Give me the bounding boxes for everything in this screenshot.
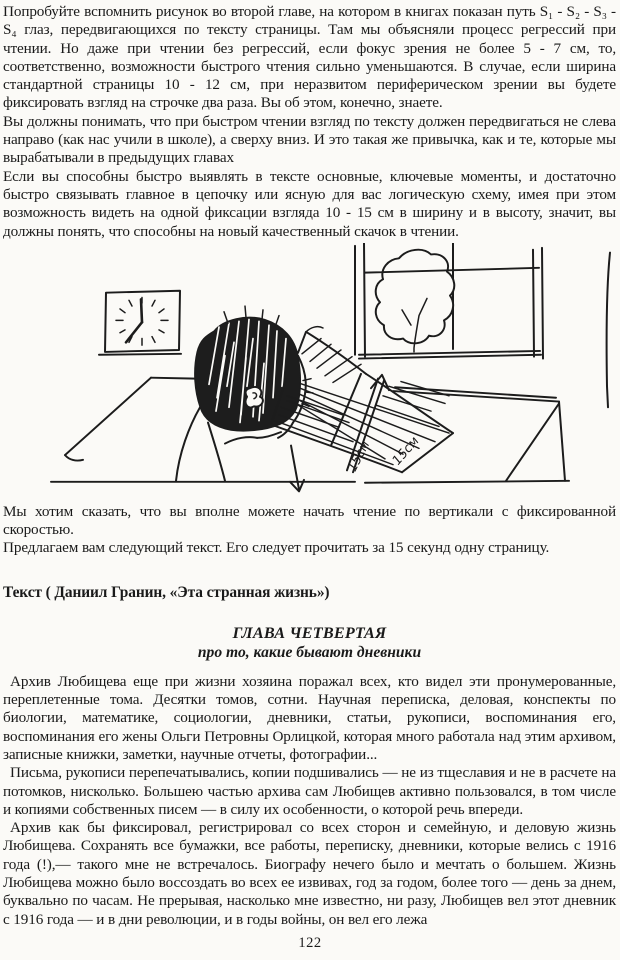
closing-paragraph-2: Предлагаем вам следующий текст. Его следует прочитать за 15 секунд одну страницу. — [3, 539, 550, 557]
ear-icon — [246, 387, 263, 407]
closing-paragraph-1: Мы хотим сказать, что вы вполне можете начать чтение по вертикали с фиксированной скоростью. — [3, 502, 616, 539]
closing-section — [3, 503, 616, 558]
intro-paragraph-2: Вы должны понимать, что при быстром чтении взгляд по тексту должен передвигаться не слева направо (как нас учили в школе), а сверху вниз. И это такая же привычка, как и те, которые мы вырабатывали в предыдущих главах — [3, 112, 616, 167]
source-heading: Текст ( Даниил Гранин, «Эта странная жизнь») — [3, 583, 330, 601]
page-number: 122 — [298, 935, 322, 951]
chapter-subtitle: про то, какие бывают дневники — [197, 643, 422, 661]
intro-section — [3, 3, 616, 241]
chapter-title: ГЛАВА ЧЕТВЕРТАЯ — [232, 623, 387, 642]
chapter-section — [3, 673, 616, 929]
intro-paragraph-3: Если вы способны быстро выявлять в тексте основные, ключевые моменты, и достаточно быстро связывать главное в цепочку или ясную для вас логическую схему, имея при этом возможность видеть на одной фиксации взгляда 10 - 15 см в ширину и в высоту, значит, вы должны понять, что способны на новый качественный скачок в чтении. — [3, 167, 616, 240]
intro-paragraph-1: Попробуйте вспомнить рисунок во второй главе, на котором в книгах показан путь S₁ - S₂ - S₃ - S₄ глаз, передвигающихся по тексту страницы. Там мы объясняли процесс регрессий при чтении. Но даже при чтении без регрессий, если фокус зрения не более 5 - 7 см, то, соответственно, возможности быстрого чтения сильно уменьшаются. В случае, если ширина стандартной страницы 10 - 12 см, при неразвитом периферическом зрении вы будете фиксировать взгляд на строчке два раза. Вы об этом, конечно, знаете. — [3, 3, 616, 112]
reading-sketch-figure — [3, 243, 616, 499]
desk-drawing — [51, 378, 569, 483]
tree-icon — [376, 250, 455, 352]
measure-label-height: 15см — [343, 438, 373, 474]
chapter-paragraph-3: Архив как бы фиксировал, регистрировал со всех сторон и семейную, и деловую жизнь Любищева. Сохранять все бумажки, все работы, переписку, дневники, которые велись с 1916 года (!),— такого мне не встречалось. Биографу нечего было и мечтать о большем. Жизнь Любищева можно было воссоздать во всех ее извивах, год за годом, более того — день за днем, буквально по часам. Не прерывая, насколько мне известно, ни разу, Любищев вел этот дневник с 1916 года — и в дни революции, и в годы войны, он вел его лежа — [3, 819, 616, 928]
chapter-paragraph-2: Письма, рукописи перепечатывались, копии подшивались — не из тщеславия и не в расчете на потомков, нисколько. Большею частью архива сам Любищев активно пользовался, в том числе и копиями собственных писем — в силу их особенности, о которой речь впереди. — [3, 764, 616, 818]
window-drawing — [355, 243, 610, 407]
chapter-paragraph-1: Архив Любищева еще при жизни хозяина поражал всех, кто видел эти пронумерованные, переплетенные тома. Десятки томов, сотни. Научная переписка, деловая, конспекты по биологии, математике, социологии, дневники, статьи, рукописи, воспоминания его, воспоминания его жены Ольги Петровны Орлицкой, которая много работала над этим архивом, записные книжки, заметки, научные отчеты, фотографии... — [3, 672, 616, 763]
measure-label-width: 15см — [388, 433, 422, 468]
wall-clock-icon — [99, 291, 181, 355]
reading-sketch-drawing — [3, 243, 620, 499]
